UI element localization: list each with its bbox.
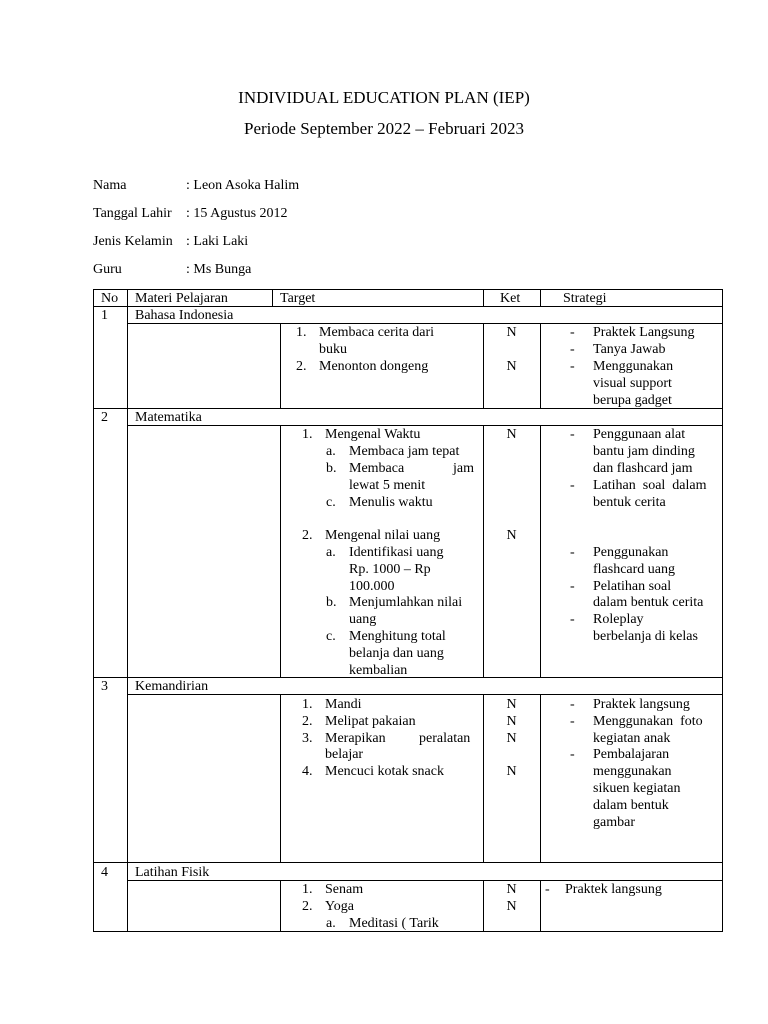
strategi-item: dalam bentuk (593, 798, 669, 813)
ket-value: N (506, 427, 517, 442)
ket-value: N (506, 764, 517, 779)
target-item: Melipat pakaian (325, 714, 416, 729)
table-header-strategi: Strategi (563, 291, 607, 306)
table-row-divider (93, 862, 723, 863)
target-item: buku (319, 342, 347, 357)
table-cell-materi: Latihan Fisik (135, 865, 210, 880)
strategi-bullet: - (545, 882, 550, 897)
table-col-divider (280, 880, 281, 931)
target-subitem: Rp. 1000 – Rp (349, 562, 431, 577)
target-item: Mengenal nilai uang (325, 528, 441, 543)
target-item: peralatan (419, 731, 471, 746)
table-cell-no: 3 (101, 679, 108, 694)
table-col-divider (127, 289, 128, 932)
table-header-materi: Materi Pelajaran (135, 291, 228, 306)
target-number: 4. (302, 764, 313, 779)
strategi-item: Praktek langsung (565, 882, 662, 897)
table-col-divider (540, 880, 541, 931)
target-subitem: Meditasi ( Tarik (349, 916, 439, 931)
strategi-item: Pembalajaran (593, 747, 670, 762)
target-number: 2. (302, 528, 313, 543)
document-title: INDIVIDUAL EDUCATION PLAN (IEP) (238, 88, 530, 107)
table-cell-no: 2 (101, 410, 108, 425)
ket-value: N (506, 359, 517, 374)
ket-value: N (506, 325, 517, 340)
target-subitem: belanja dan uang (349, 646, 444, 661)
strategi-item: Roleplay (593, 612, 644, 627)
ket-value: N (506, 899, 517, 914)
target-subitem: Menjumlahkan nilai (349, 595, 463, 610)
table-border-right (722, 289, 723, 932)
target-number: 1. (302, 697, 313, 712)
table-cell-no: 4 (101, 865, 108, 880)
strategi-bullet: - (570, 714, 575, 729)
target-number: 1. (302, 427, 313, 442)
strategi-item: dan flashcard jam (593, 461, 693, 476)
target-subitem: 100.000 (349, 579, 395, 594)
strategi-bullet: - (570, 697, 575, 712)
table-cell-materi: Matematika (135, 410, 202, 425)
target-item: belajar (325, 747, 364, 762)
strategi-item: berupa gadget (593, 393, 672, 408)
strategi-item: Penggunakan (593, 545, 669, 560)
target-subletter: a. (326, 545, 336, 560)
target-item: Mandi (325, 697, 362, 712)
table-col-divider (280, 425, 281, 677)
document-period: Periode September 2022 – Februari 2023 (244, 119, 524, 138)
target-item: Senam (325, 882, 364, 897)
target-number: 3. (302, 731, 313, 746)
strategi-item: Pelatihan soal (593, 579, 672, 594)
target-number: 2. (302, 899, 313, 914)
strategi-bullet: - (570, 747, 575, 762)
strategi-item: Tanya Jawab (593, 342, 666, 357)
table-col-divider (483, 289, 484, 306)
table-header-no: No (101, 291, 119, 306)
target-number: 1. (296, 325, 307, 340)
target-item: Menonton dongeng (319, 359, 429, 374)
table-col-divider (540, 694, 541, 862)
ket-value: N (506, 731, 517, 746)
strategi-item: berbelanja di kelas (593, 629, 698, 644)
target-subletter: a. (326, 916, 336, 931)
table-col-divider (540, 323, 541, 408)
target-subitem: jam (453, 461, 474, 476)
strategi-bullet: - (570, 478, 575, 493)
target-subletter: c. (326, 495, 336, 510)
info-lahir-value: : 15 Agustus 2012 (186, 206, 288, 221)
strategi-bullet: - (570, 612, 575, 627)
target-subitem: Menghitung total (349, 629, 446, 644)
strategi-item: Penggunaan alat (593, 427, 686, 442)
info-kelamin-label: Jenis Kelamin (93, 234, 173, 249)
strategi-item: visual support (593, 376, 672, 391)
target-number: 2. (296, 359, 307, 374)
target-subitem: lewat 5 menit (349, 478, 426, 493)
table-col-divider (272, 289, 273, 306)
strategi-bullet: - (570, 545, 575, 560)
target-subletter: b. (326, 595, 337, 610)
ket-value: N (506, 528, 517, 543)
strategi-bullet: - (570, 325, 575, 340)
strategi-item: dalam bentuk cerita (593, 595, 704, 610)
strategi-item: sikuen kegiatan (593, 781, 681, 796)
info-nama-value: : Leon Asoka Halim (186, 178, 300, 193)
table-cell-materi: Bahasa Indonesia (135, 308, 234, 323)
table-header-ket: Ket (500, 291, 521, 306)
table-cell-no: 1 (101, 308, 108, 323)
strategi-bullet: - (570, 427, 575, 442)
target-subitem: Membaca (349, 461, 405, 476)
strategi-item: kegiatan anak (593, 731, 671, 746)
strategi-item: Praktek Langsung (593, 325, 695, 340)
table-col-divider (540, 289, 541, 306)
target-subitem: uang (349, 612, 377, 627)
table-cell-materi: Kemandirian (135, 679, 209, 694)
ket-value: N (506, 714, 517, 729)
strategi-item: Menggunakan (593, 359, 674, 374)
info-lahir-label: Tanggal Lahir (93, 206, 172, 221)
strategi-bullet: - (570, 342, 575, 357)
strategi-item: flashcard uang (593, 562, 676, 577)
table-border-left (93, 289, 94, 932)
target-subletter: c. (326, 629, 336, 644)
table-col-divider (483, 425, 484, 677)
strategi-bullet: - (570, 359, 575, 374)
target-item: Yoga (325, 899, 354, 914)
target-subletter: b. (326, 461, 337, 476)
table-row3-subject-divider (127, 694, 723, 695)
info-kelamin-value: : Laki Laki (186, 234, 249, 249)
strategi-bullet: - (570, 579, 575, 594)
strategi-item: bentuk cerita (593, 495, 666, 510)
target-number: 1. (302, 882, 313, 897)
table-header-target: Target (280, 291, 316, 306)
target-item: Mencuci kotak snack (325, 764, 444, 779)
table-col-divider (540, 425, 541, 677)
target-subitem: Membaca jam tepat (349, 444, 460, 459)
target-item: Membaca cerita dari (319, 325, 435, 340)
strategi-item: menggunakan (593, 764, 672, 779)
info-guru-value: : Ms Bunga (186, 262, 252, 277)
info-nama-label: Nama (93, 178, 127, 193)
strategi-item: Praktek langsung (593, 697, 690, 712)
table-col-divider (280, 694, 281, 862)
target-item: Mengenal Waktu (325, 427, 421, 442)
ket-value: N (506, 882, 517, 897)
target-number: 2. (302, 714, 313, 729)
strategi-item: Menggunakan foto (593, 714, 703, 729)
ket-value: N (506, 697, 517, 712)
info-guru-label: Guru (93, 262, 122, 277)
target-subitem: kembalian (349, 663, 408, 678)
table-col-divider (280, 323, 281, 408)
target-subitem: Menulis waktu (349, 495, 433, 510)
target-item: Merapikan (325, 731, 386, 746)
strategi-item: Latihan soal dalam (593, 478, 707, 493)
target-subletter: a. (326, 444, 336, 459)
strategi-item: bantu jam dinding (593, 444, 695, 459)
target-subitem: Identifikasi uang (349, 545, 444, 560)
strategi-item: gambar (593, 815, 635, 830)
